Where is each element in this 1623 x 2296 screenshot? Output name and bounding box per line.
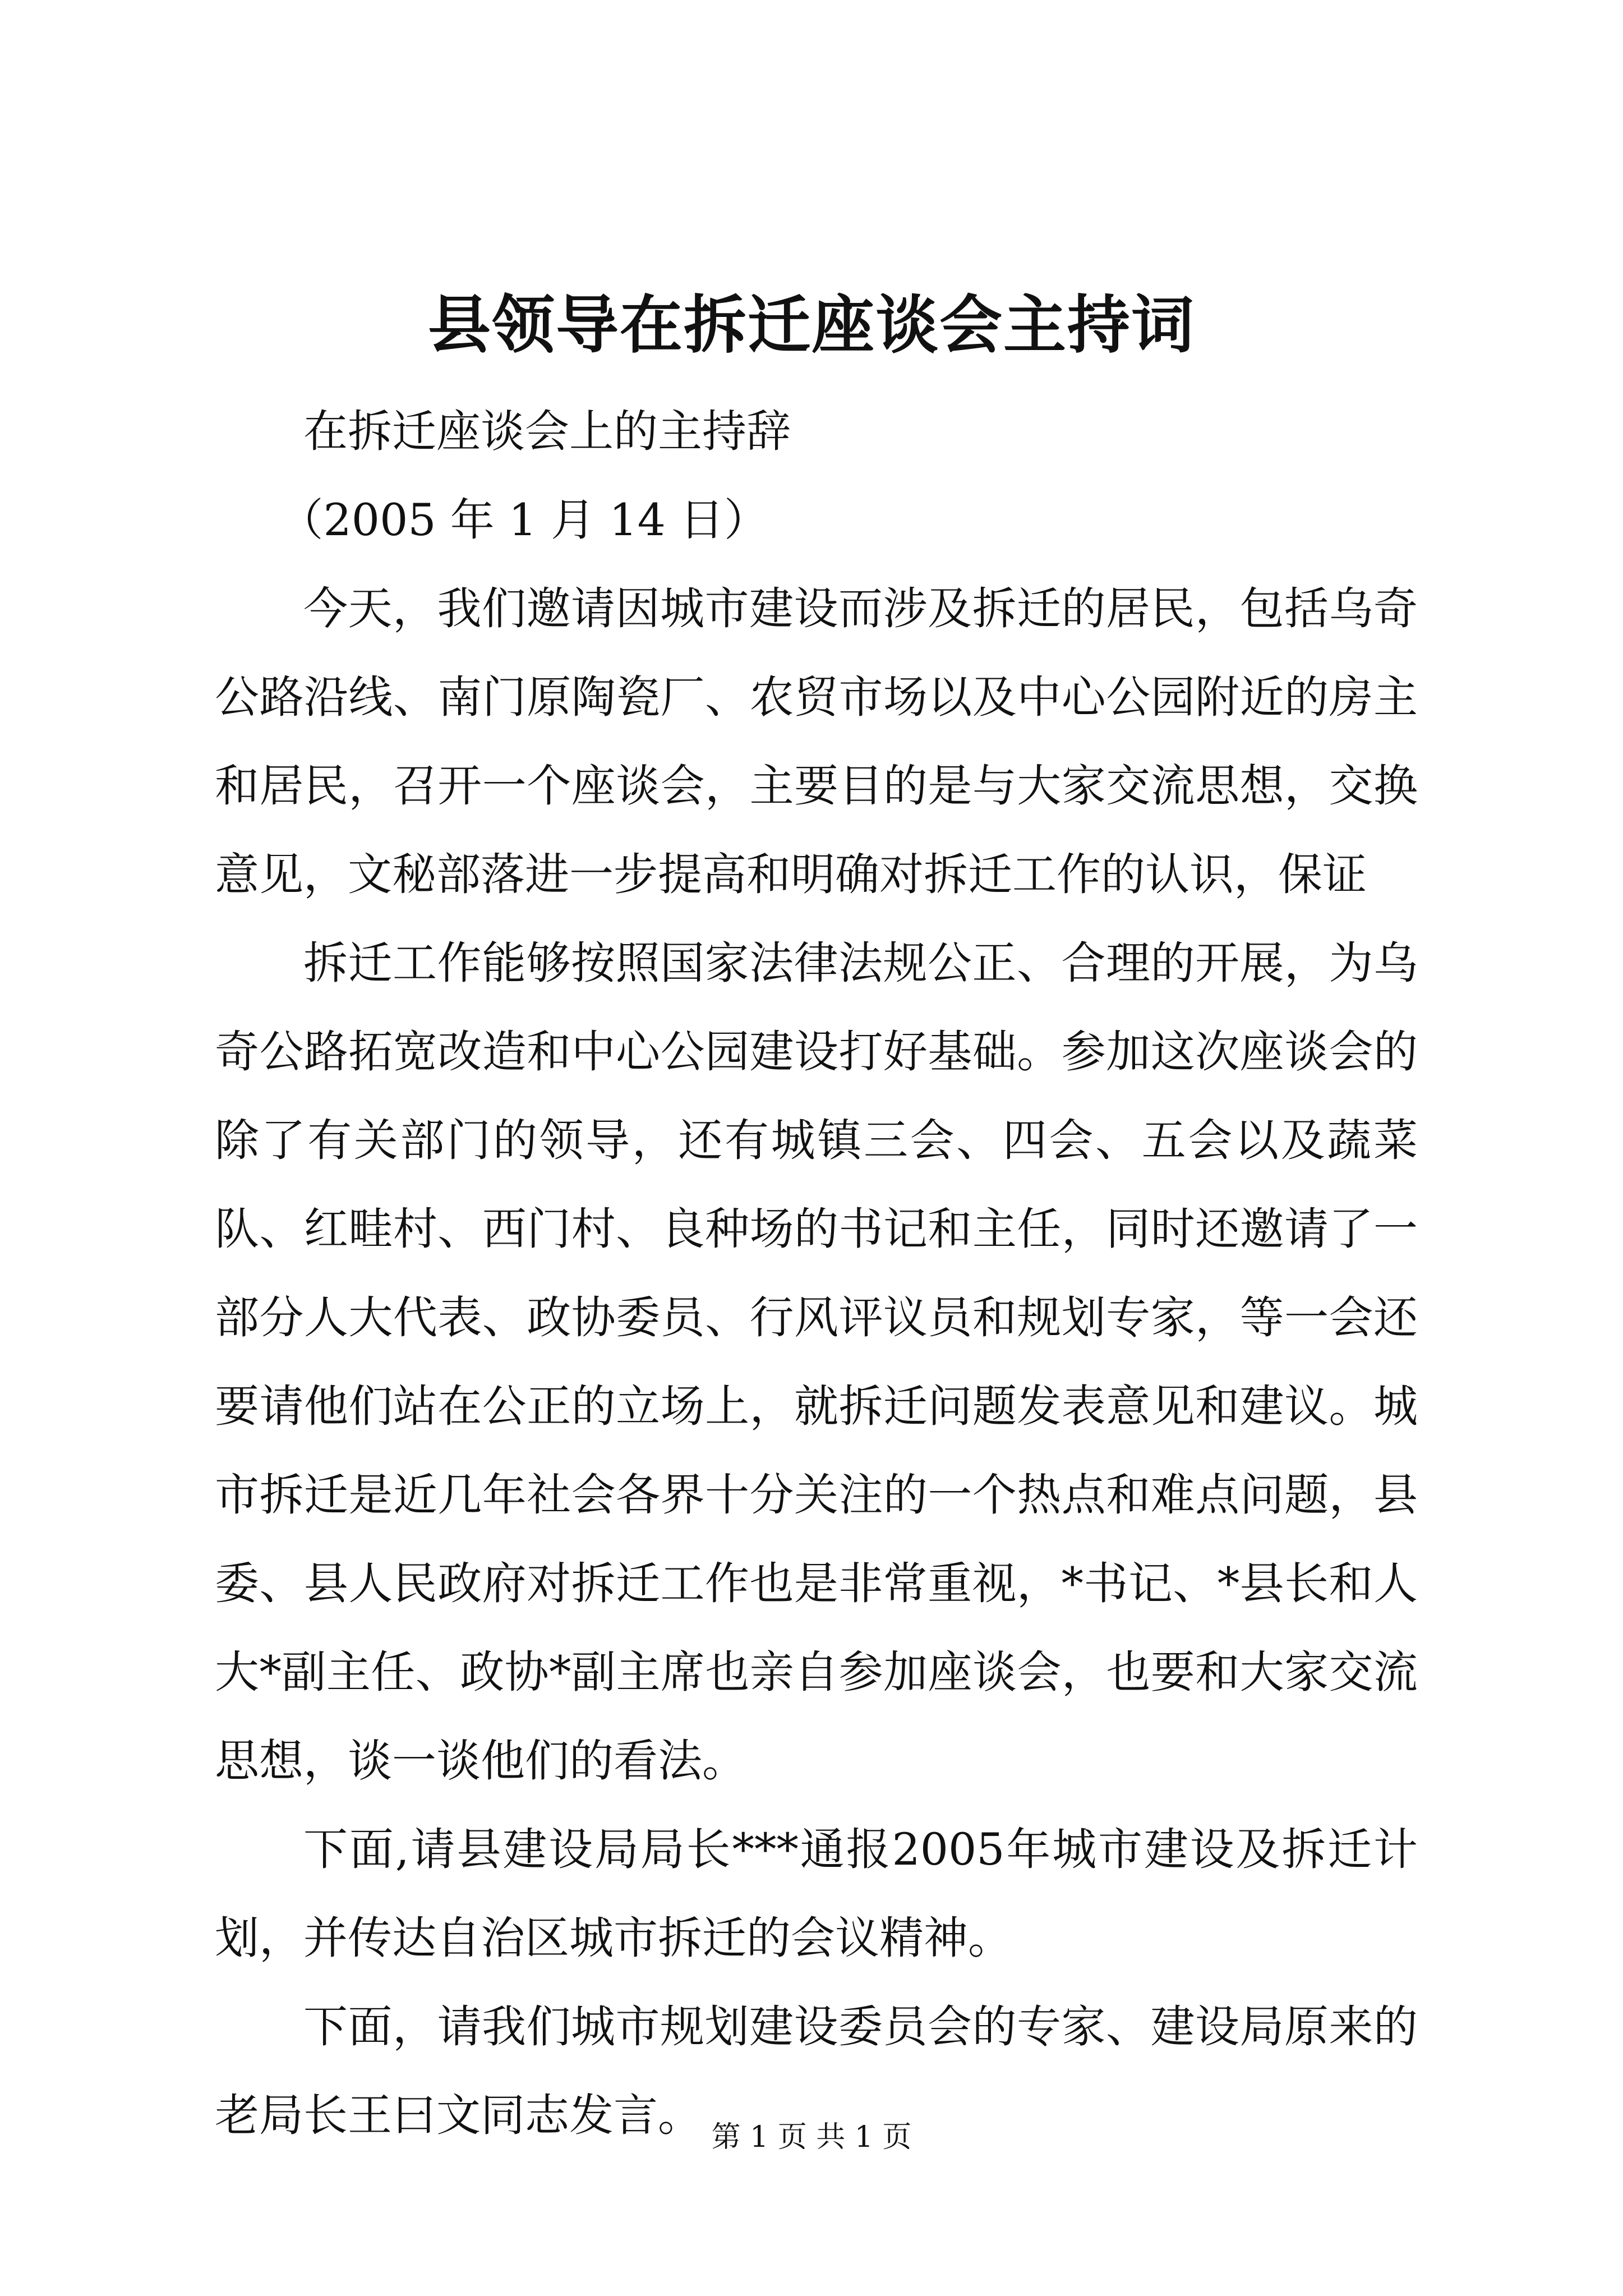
page-footer: 第 1 页 共 1 页	[711, 2120, 912, 2154]
document-subtitle: 在拆迁座谈会上的主持辞	[303, 406, 791, 457]
paragraph-4: 下面，请我们城市规划建设委员会的专家、建设局原来的老局长王曰文同志发言。	[215, 2001, 1418, 2141]
paragraph-3: 下面,请县建设局局长***通报2005年城市建设及拆迁计划，并传达自治区城市拆迁的会议精神。	[215, 1824, 1418, 1964]
paragraph-1: 今天，我们邀请因城市建设而涉及拆迁的居民，包括乌奇公路沿线、南门原陶瓷厂、农贸市场以及中心公园附近的房主和居民，召开一个座谈会，主要目的是与大家交流思想，交换意见，文秘部落进一步提高和明确对拆迁工作的认识，保证	[215, 583, 1418, 900]
document-body	[215, 387, 1418, 2160]
document-title: 县领导在拆迁座谈会主持词	[428, 288, 1195, 362]
document-date: （2005 年 1 月 14 日）	[279, 494, 768, 546]
paragraph-2: 拆迁工作能够按照国家法律法规公正、合理的开展，为乌奇公路拓宽改造和中心公园建设打好基础。参加这次座谈会的除了有关部门的领导，还有城镇三会、四会、五会以及蔬菜队、红畦村、西门村、良种场的书记和主任，同时还邀请了一部分人大代表、政协委员、行风评议员和规划专家，等一会还要请他们站在公正的立场上，就拆迁问题发表意见和建议。城市拆迁是近几年社会各界十分关注的一个热点和难点问题，县委、县人民政府对拆迁工作也是非常重视，*书记、*县长和人大*副主任、政协*副主席也亲自参加座谈会，也要和大家交流思想，谈一谈他们的看法。	[215, 937, 1418, 1787]
